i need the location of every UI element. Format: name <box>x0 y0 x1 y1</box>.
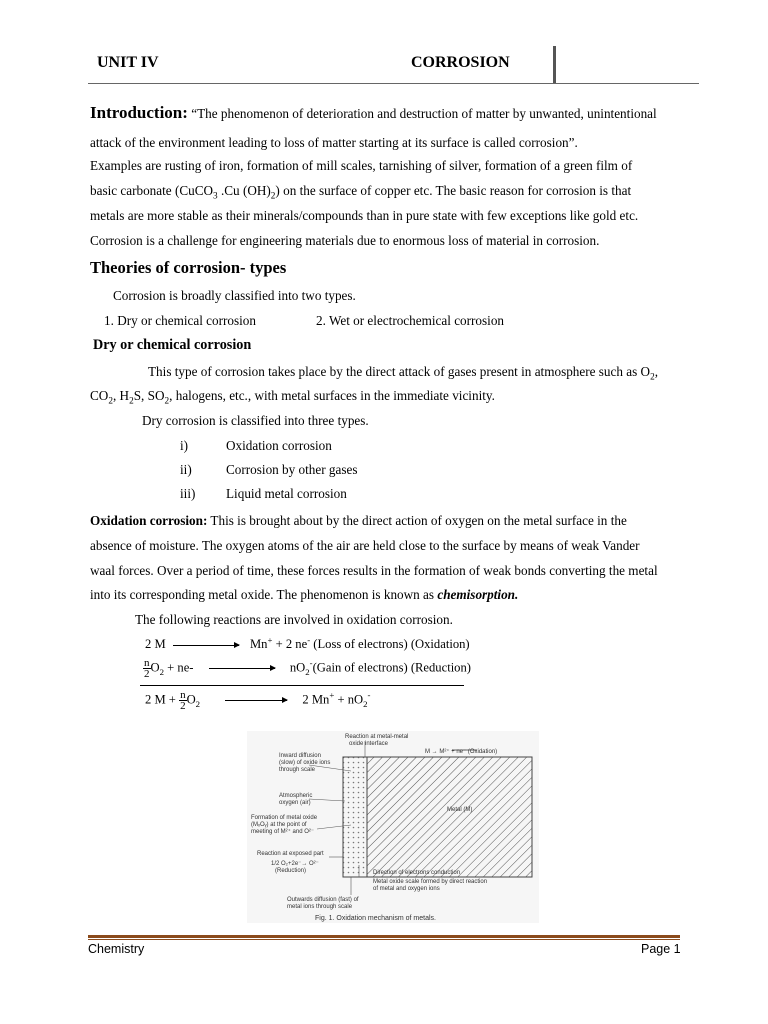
dry-heading: Dry or chemical corrosion <box>93 337 252 353</box>
equation-3: 2 M + $\frac{n}{2}$ $O_2$ 2 $Mn^+ + nO_2^-$ <box>145 689 371 712</box>
reactions-intro: The following reactions are involved in oxidation corrosion. <box>135 612 453 627</box>
reaction-arrow <box>173 645 239 646</box>
fraction: $\frac{n}{2}$ <box>180 689 186 712</box>
topic-title: CORROSION <box>411 54 510 71</box>
type-1: 1. Dry or chemical corrosion <box>104 313 256 328</box>
figure-label: through scale <box>279 767 316 773</box>
intro-examples-2: basic carbonate (CuCO$_3$ .Cu $(OH)_2$) on the surface of copper etc. The basic reason for corrosion is that <box>90 183 632 201</box>
list-item: Corrosion by other gases <box>226 462 358 477</box>
reaction-arrow <box>209 668 275 669</box>
figure-label: Reaction at exposed part <box>257 851 324 857</box>
oxidation-mechanism-figure <box>247 731 539 923</box>
dry-para-1: This type of corrosion takes place by the direct attack of gases present in atmosphere such as $O_2$, <box>148 364 658 382</box>
theories-heading: Theories of corrosion- types <box>90 258 287 277</box>
figure-label: oxide interface <box>349 741 389 747</box>
figure-label: of metal and oxygen ions <box>373 886 440 892</box>
figure-caption: Fig. 1. Oxidation mechanism of metals. <box>315 915 436 922</box>
oxidation-line-4: into its corresponding metal oxide. The phenomenon is known as chemisorption. <box>90 587 519 602</box>
fraction: $\frac{n}{2}$ <box>144 657 150 680</box>
equation-sum-line <box>140 685 464 686</box>
figure-label: (slow) of oxide ions <box>279 760 331 766</box>
figure-label: (Reduction) <box>275 868 307 874</box>
intro-line-2: attack of the environment leading to loss of matter starting at its surface is called corrosion”. <box>90 135 578 150</box>
intro-heading: Introduction <box>90 103 183 122</box>
intro-line-1: Introduction: “The phenomenon of deterioration and destruction of matter by unwanted, unintentional <box>90 103 657 122</box>
figure-label: Inward diffusion <box>279 753 321 759</box>
metal-region <box>367 757 532 877</box>
footer-subject: Chemistry <box>88 942 145 956</box>
figure-label: (MₓOᵧ) at the point of <box>251 822 307 828</box>
footer-rule <box>88 935 680 938</box>
type-2: 2. Wet or electrochemical corrosion <box>316 313 505 328</box>
unit-title: UNIT IV <box>97 54 159 71</box>
figure-label: Metal oxide scale formed by direct reaction <box>373 879 488 885</box>
intro-examples-3: metals are more stable as their minerals/compounds than in pure state with few exceptions like gold etc. <box>90 208 639 223</box>
intro-examples-1: Examples are rusting of iron, formation of mill scales, tarnishing of silver, formation of a green film of <box>90 158 633 173</box>
dry-classified: Dry corrosion is classified into three types. <box>142 413 369 428</box>
list-num: iii) <box>180 486 196 501</box>
list-num: i) <box>180 438 189 453</box>
figure-label: Direction of electrons conduction <box>373 870 461 876</box>
header-divider <box>553 46 556 84</box>
figure-label: meeting of M²⁺ and O²⁻ <box>251 829 315 835</box>
intro-examples-4: Corrosion is a challenge for engineering materials due to enormous loss of material in corrosion. <box>90 233 600 248</box>
figure-label: 1/2 O₂+2e⁻→ O²⁻ <box>271 861 319 867</box>
list-item: Liquid metal corrosion <box>226 486 347 501</box>
figure-label: Outwards diffusion (fast) of <box>287 897 359 903</box>
list-num: ii) <box>180 462 192 477</box>
figure-label: Formation of metal oxide <box>251 815 318 821</box>
equation-2: $\frac{n}{2}$ $O_2 + ne-$ $nO_2^-(Gain$ of electrons) (Reduction) <box>144 657 471 680</box>
oxidation-line-3: waal forces. Over a period of time, these forces results in the formation of weak bonds converting the metal <box>90 563 658 578</box>
figure-label: Atmospheric <box>279 793 313 799</box>
figure-label: Reaction at metal-metal <box>345 734 409 740</box>
oxidation-line-1: Oxidation corrosion: This is brought about by the direct action of oxygen on the metal surface in the <box>90 513 627 528</box>
page-number: Page 1 <box>641 942 681 956</box>
reaction-arrow <box>225 700 287 701</box>
figure-label: metal ions through scale <box>287 904 353 910</box>
oxidation-heading: Oxidation corrosion: <box>90 513 208 528</box>
equation-1: 2 M Mn+ + 2 ne- (Loss of electrons) (Oxidation) <box>145 634 470 651</box>
footer-rule-thin <box>88 939 680 940</box>
oxidation-line-2: absence of moisture. The oxygen atoms of the air are held close to the surface by means of weak Vander <box>90 538 640 553</box>
chemisorption-term: chemisorption. <box>437 587 519 602</box>
header-rule <box>88 83 699 84</box>
dry-para-2: $CO_2$, $H_2S$, $SO_2$, halogens, etc., with metal surfaces in the immediate vicinity. <box>90 388 495 406</box>
list-item: Oxidation corrosion <box>226 438 332 453</box>
oxide-scale <box>343 757 367 877</box>
figure-label: oxygen (air) <box>279 800 311 806</box>
figure-label: M → M²⁺ + ne⁻ (Oxidation) <box>425 749 498 755</box>
figure-label: Metal (M) <box>447 807 473 813</box>
theories-line: Corrosion is broadly classified into two types. <box>113 288 356 303</box>
